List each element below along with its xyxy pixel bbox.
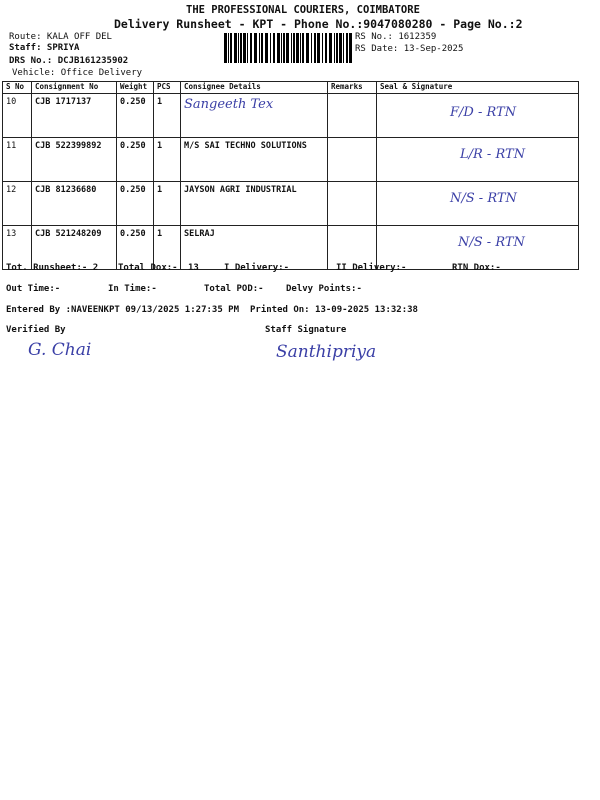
verified-signature: G. Chai xyxy=(28,340,92,360)
col-consignee: Consignee Details xyxy=(181,82,328,94)
col-weight: Weight xyxy=(117,82,154,94)
runsheet-table xyxy=(2,81,579,270)
company-title: THE PROFESSIONAL COURIERS, COIMBATORE xyxy=(186,4,420,16)
verified-by-label: Verified By xyxy=(6,325,66,335)
row-weight: 0.250 xyxy=(117,226,154,270)
col-remarks: Remarks xyxy=(328,82,377,94)
runsheet-subtitle: Delivery Runsheet - KPT - Phone No.:9047080280 - Page No.:2 xyxy=(114,17,523,31)
row-consignment: CJB 522399892 xyxy=(32,138,117,182)
rs-date: RS Date: 13-Sep-2025 xyxy=(355,44,464,54)
table-row xyxy=(3,94,579,138)
row-weight: 0.250 xyxy=(117,138,154,182)
row-consignee: SELRAJ xyxy=(181,226,328,270)
row-remarks xyxy=(328,138,377,182)
handwritten-seal: N/S - RTN xyxy=(458,235,525,250)
handwritten-seal: N/S - RTN xyxy=(450,191,517,206)
staff-label: Staff: SPRIYA xyxy=(9,43,80,53)
row-pcs: 1 xyxy=(154,94,181,138)
row-seal xyxy=(377,138,579,182)
row-consignment: CJB 81236680 xyxy=(32,182,117,226)
ii-delivery: II Delivery:- xyxy=(336,263,407,273)
route-label: Route: KALA OFF DEL xyxy=(9,32,112,42)
barcode-image xyxy=(224,33,352,63)
row-consignment: CJB 1717137 xyxy=(32,94,117,138)
delvy-points: Delvy Points:- xyxy=(286,284,362,294)
row-sno: 11 xyxy=(3,138,32,182)
vehicle-label: Vehicle: Office Delivery xyxy=(12,68,143,78)
row-consignee: M/S SAI TECHNO SOLUTIONS xyxy=(181,138,328,182)
row-remarks xyxy=(328,182,377,226)
tot-runsheet: Tot. Runsheet:- 2 xyxy=(6,263,99,273)
col-pcs: PCS xyxy=(154,82,181,94)
out-time: Out Time:- xyxy=(6,284,61,294)
row-pcs: 1 xyxy=(154,182,181,226)
in-time: In Time:- xyxy=(108,284,157,294)
printed-on: Printed On: 13-09-2025 13:32:38 xyxy=(250,305,418,315)
table-row xyxy=(3,138,579,182)
rtn-dox: RTN Dox:- xyxy=(452,263,501,273)
total-dox-value: 13 xyxy=(188,263,199,273)
row-seal xyxy=(377,94,579,138)
rs-number: RS No.: 1612359 xyxy=(355,32,437,42)
row-pcs: 1 xyxy=(154,226,181,270)
drs-number: DRS No.: DCJB161235902 xyxy=(9,56,129,66)
i-delivery: I Delivery:- xyxy=(224,263,290,273)
col-sno: S No xyxy=(3,82,32,94)
row-sno: 13 xyxy=(3,226,32,270)
staff-signature-label: Staff Signature xyxy=(265,325,347,335)
total-pod: Total POD:- xyxy=(204,284,264,294)
staff-signature: Santhipriya xyxy=(276,342,377,362)
handwritten-seal: L/R - RTN xyxy=(460,147,526,162)
col-consignment: Consignment No xyxy=(32,82,117,94)
row-weight: 0.250 xyxy=(117,94,154,138)
col-seal: Seal & Signature xyxy=(377,82,579,94)
handwritten-consignee: Sangeeth Tex xyxy=(184,97,274,112)
row-consignee xyxy=(181,94,328,138)
total-dox-label: Total Dox:- xyxy=(118,263,178,273)
table-row xyxy=(3,182,579,226)
handwritten-seal: F/D - RTN xyxy=(450,105,517,120)
row-consignment: CJB 521248209 xyxy=(32,226,117,270)
row-weight: 0.250 xyxy=(117,182,154,226)
row-consignee: JAYSON AGRI INDUSTRIAL xyxy=(181,182,328,226)
row-sno: 12 xyxy=(3,182,32,226)
row-seal xyxy=(377,182,579,226)
row-sno: 10 xyxy=(3,94,32,138)
row-pcs: 1 xyxy=(154,138,181,182)
table-header-row xyxy=(3,82,579,94)
entered-by: Entered By :NAVEENKPT 09/13/2025 1:27:35 PM xyxy=(6,305,239,315)
row-remarks xyxy=(328,94,377,138)
